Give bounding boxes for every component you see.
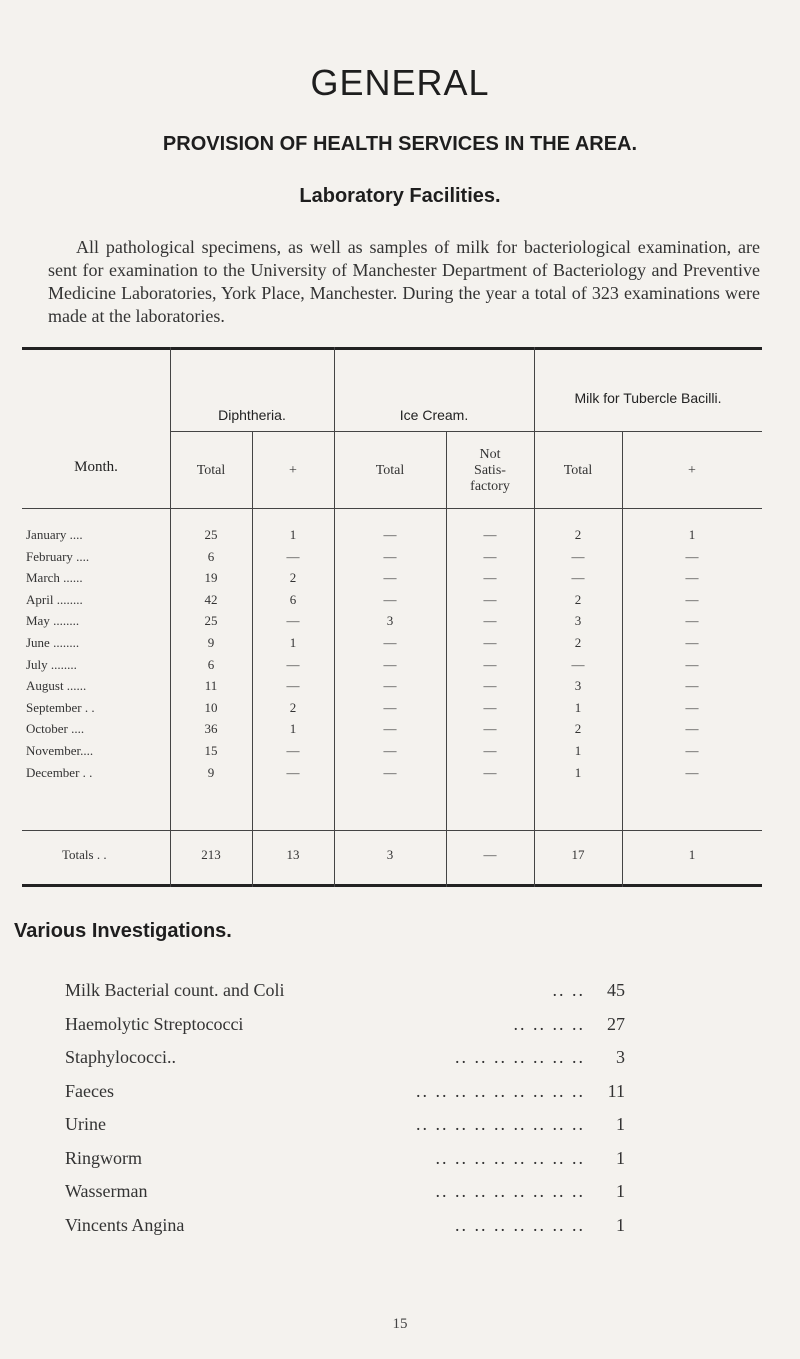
table-cell: 1 — [289, 635, 297, 650]
table-cell: 2 — [574, 592, 582, 607]
table-cell: 1 — [289, 527, 297, 542]
milk-header: Milk for Tubercle Bacilli. — [574, 390, 722, 406]
leader-dots: .. .. — [552, 980, 585, 1000]
investigation-label: Urine — [65, 1114, 106, 1134]
table-cell: — — [483, 570, 497, 585]
table-cell: 25 — [204, 613, 218, 628]
page-number: 15 — [392, 1316, 408, 1332]
table-cell: 1 — [574, 700, 582, 715]
month-cell: July ........ — [26, 657, 77, 672]
table-cell: 1 — [574, 743, 582, 758]
month-cell: April ........ — [26, 592, 83, 607]
month-cell: October .... — [26, 721, 85, 736]
table-cell: — — [483, 549, 497, 564]
table-cell: — — [483, 743, 497, 758]
table-cell: — — [483, 721, 497, 736]
table-cell: 6 — [289, 592, 297, 607]
investigation-label: Wasserman — [65, 1181, 148, 1201]
intro-paragraph: All pathological specimens, as well as samples of milk for bacteriological examination, are sent for examination to the University of Manchester Department of Bacteriology and Preventive Medicine Laboratories, York Place, Manchester. During the year a total of 323 examinations were made at the laboratories. — [48, 237, 760, 326]
table-cell: 25 — [204, 527, 218, 542]
ice-cream-header: Ice Cream. — [399, 407, 469, 423]
investigation-label: Vincents Angina — [65, 1214, 185, 1235]
diphtheria-header: Diphtheria. — [218, 407, 286, 423]
investigation-label: Staphylococci.. — [65, 1047, 176, 1067]
leader-dots: .. .. .. .. .. .. .. .. .. — [416, 1080, 585, 1101]
leader-dots: .. .. .. .. .. .. .. — [455, 1214, 585, 1235]
column-divider — [534, 347, 535, 887]
list-item — [65, 1114, 625, 1138]
table-cell: — — [483, 635, 497, 650]
subheader-divider — [22, 508, 762, 509]
leader-dots: .. .. .. .. .. .. .. .. — [435, 1181, 585, 1201]
list-item — [65, 1215, 625, 1239]
table-cell: 11 — [204, 678, 218, 693]
investigation-count: 27 — [607, 1013, 625, 1034]
table-cell: — — [685, 549, 699, 564]
table-cell: 1 — [574, 765, 582, 780]
table-cell: — — [286, 613, 300, 628]
table-cell: — — [286, 657, 300, 672]
table-cell: — — [383, 527, 397, 542]
table-cell: — — [483, 592, 497, 607]
table-cell: — — [483, 765, 497, 780]
investigation-label: Faeces — [65, 1080, 114, 1101]
investigation-label: Milk Bacterial count. and Coli — [65, 980, 285, 1000]
table-cell: 6 — [207, 657, 215, 672]
table-cell: — — [685, 743, 699, 758]
investigation-count: 1 — [616, 1214, 625, 1235]
investigation-count: 1 — [616, 1147, 625, 1168]
table-cell: — — [383, 743, 397, 758]
table-cell: — — [483, 657, 497, 672]
table-cell: 2 — [574, 635, 582, 650]
milk-positive-header: + — [688, 463, 696, 478]
leader-dots: .. .. .. .. — [513, 1013, 585, 1034]
table-cell: 2 — [289, 700, 297, 715]
table-cell: — — [286, 678, 300, 693]
table-cell: — — [685, 700, 699, 715]
table-cell: 17 — [571, 847, 585, 862]
table-cell: — — [571, 549, 585, 564]
list-item — [65, 1181, 625, 1205]
investigation-count: 3 — [616, 1047, 625, 1067]
list-item — [65, 1014, 625, 1038]
table-cell: — — [685, 592, 699, 607]
page-title: GENERAL — [310, 62, 490, 103]
table-cell: — — [685, 678, 699, 693]
table-cell: 10 — [204, 700, 218, 715]
table-cell: — — [286, 549, 300, 564]
table-cell: — — [685, 657, 699, 672]
table-cell: 1 — [289, 721, 297, 736]
table-cell: 3 — [386, 613, 394, 628]
investigation-label: Haemolytic Streptococci — [65, 1013, 244, 1034]
table-cell: — — [383, 721, 397, 736]
laboratory-table — [22, 347, 762, 887]
table-cell: 213 — [201, 847, 221, 862]
table-cell: — — [483, 700, 497, 715]
table-cell: 9 — [207, 765, 215, 780]
table-cell: — — [383, 700, 397, 715]
table-cell: 3 — [574, 678, 582, 693]
table-cell: — — [685, 613, 699, 628]
table-cell: — — [383, 765, 397, 780]
diphtheria-total-header: Total — [196, 463, 226, 478]
table-cell: — — [483, 613, 497, 628]
milk-total-header: Total — [563, 463, 593, 478]
table-cell: — — [286, 765, 300, 780]
totals-label: Totals . . — [62, 847, 107, 862]
investigation-label: Ringworm — [65, 1147, 143, 1168]
list-item — [65, 1148, 625, 1172]
table-cell: 36 — [204, 721, 218, 736]
table-cell: — — [483, 527, 497, 542]
section-title: PROVISION OF HEALTH SERVICES IN THE AREA. — [162, 133, 638, 155]
month-cell: December . . — [26, 765, 93, 780]
table-bottom-rule — [22, 884, 762, 887]
table-cell: 2 — [574, 527, 582, 542]
table-cell: 42 — [204, 592, 218, 607]
leader-dots: .. .. .. .. .. .. .. .. — [435, 1147, 585, 1168]
column-divider — [334, 347, 335, 887]
table-cell: — — [383, 549, 397, 564]
leader-dots: .. .. .. .. .. .. .. .. .. — [416, 1114, 585, 1134]
table-cell: — — [383, 635, 397, 650]
table-cell: — — [286, 743, 300, 758]
investigation-count: 1 — [616, 1114, 625, 1134]
table-cell: — — [685, 635, 699, 650]
table-cell: 3 — [574, 613, 582, 628]
month-header: Month. — [74, 459, 118, 475]
investigation-count: 1 — [616, 1181, 625, 1201]
ice-cream-unsatisfactory-header: Not Satis- factory — [470, 447, 510, 494]
table-cell: — — [383, 657, 397, 672]
month-cell: September . . — [26, 700, 95, 715]
investigations-heading: Various Investigations. — [14, 920, 232, 942]
table-cell: — — [483, 678, 497, 693]
month-cell: March ...... — [26, 570, 83, 585]
table-cell: — — [685, 765, 699, 780]
table-cell: 6 — [207, 549, 215, 564]
month-cell: February .... — [26, 549, 90, 564]
investigation-count: 11 — [607, 1080, 625, 1101]
list-item — [65, 980, 625, 1004]
table-cell: 15 — [204, 743, 218, 758]
table-cell: — — [383, 570, 397, 585]
subsection-title: Laboratory Facilities. — [299, 185, 501, 207]
table-cell: 19 — [204, 570, 218, 585]
list-item — [65, 1081, 625, 1105]
table-cell: 1 — [688, 847, 696, 862]
table-cell: — — [383, 592, 397, 607]
table-cell: — — [571, 657, 585, 672]
ice-cream-total-header: Total — [375, 463, 405, 478]
month-cell: January .... — [26, 527, 83, 542]
leader-dots: .. .. .. .. .. .. .. — [455, 1047, 585, 1067]
table-cell: 1 — [688, 527, 696, 542]
table-cell: 3 — [386, 847, 394, 862]
list-item — [65, 1047, 625, 1071]
table-cell: — — [685, 721, 699, 736]
header-divider — [170, 431, 762, 432]
totals-divider — [22, 830, 762, 831]
table-cell: — — [383, 678, 397, 693]
column-divider — [446, 431, 447, 887]
table-cell: 2 — [289, 570, 297, 585]
column-divider — [622, 431, 623, 887]
month-cell: November.... — [26, 743, 94, 758]
diphtheria-positive-header: + — [289, 463, 297, 478]
month-cell: June ........ — [26, 635, 80, 650]
month-cell: August ...... — [26, 678, 87, 693]
table-cell: 2 — [574, 721, 582, 736]
table-cell: 9 — [207, 635, 215, 650]
investigation-count: 45 — [607, 980, 625, 1000]
table-cell: — — [685, 570, 699, 585]
table-cell: — — [483, 847, 497, 862]
table-top-rule — [22, 347, 762, 350]
table-cell: 13 — [286, 847, 300, 862]
month-cell: May ........ — [26, 613, 80, 628]
table-cell: — — [571, 570, 585, 585]
